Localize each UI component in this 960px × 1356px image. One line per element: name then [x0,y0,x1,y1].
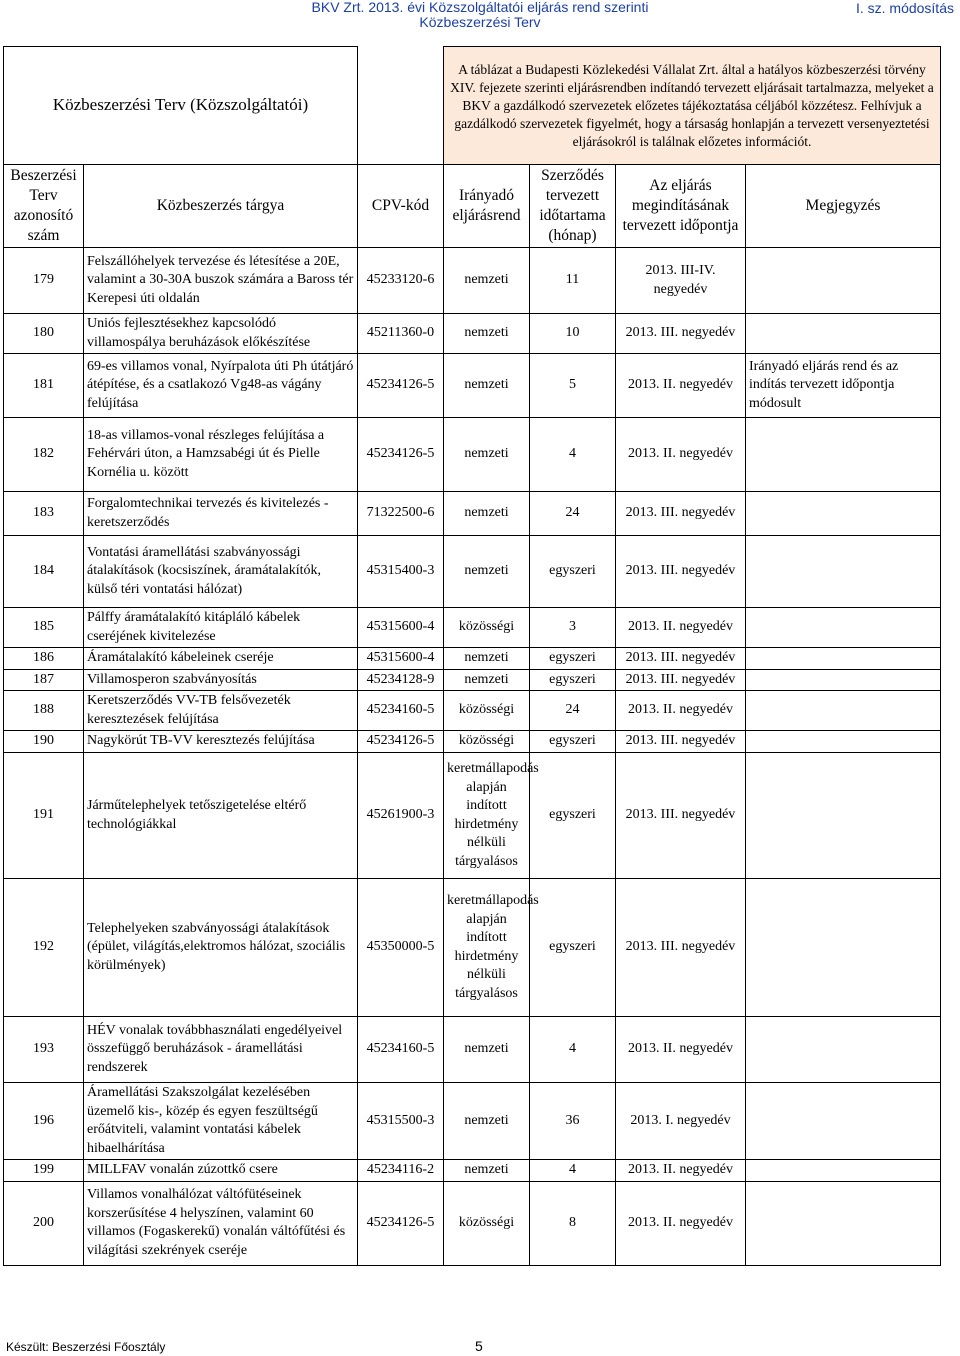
cell-subject: Felszállóhelyek tervezése és létesítése a 20E, valamint a 30-30A buszok számára a Baross tér Kerepesi úti oldalán [84,248,358,314]
cell-cpv: 45315500-3 [358,1083,444,1160]
cell-start: 2013. III-IV. negyedév [616,248,746,314]
cell-subject: Járműtelephelyek tetőszigetelése eltérő technológiákkal [84,753,358,879]
cell-id: 196 [4,1083,84,1160]
table-row [4,691,941,731]
cell-remark [746,691,941,731]
cell-cpv: 45234128-9 [358,669,444,691]
cell-procedure: nemzeti [444,1017,530,1083]
cell-remark [746,314,941,354]
cell-remark [746,669,941,691]
cell-remark [746,536,941,608]
table-row [4,879,941,1017]
cell-cpv: 45315600-4 [358,648,444,670]
cell-remark [746,1017,941,1083]
cell-procedure: nemzeti [444,1083,530,1160]
cell-procedure: keretmállapodás alapján indított hirdetmény nélküli tárgyalásos [444,879,530,1017]
table-row [4,536,941,608]
table-row [4,669,941,691]
cell-start: 2013. III. negyedév [616,669,746,691]
page-number: 5 [475,1338,483,1354]
cell-cpv: 45261900-3 [358,753,444,879]
table-row [4,1017,941,1083]
column-header-row [4,165,941,248]
plan-title: Közbeszerzési Terv (Közszolgáltatói) [4,47,358,165]
table-row [4,608,941,648]
cell-subject: Villamos vonalhálózat váltófütéseinek korszerűsítése 4 helyszínen, valamint 60 villamos (Fogaskerekű) vonalán váltófűtési és világítási szekrények cseréje [84,1181,358,1265]
col-header-duration: Szerződés tervezett időtartama (hónap) [530,165,616,248]
table-row [4,314,941,354]
cell-cpv: 45234160-5 [358,691,444,731]
cell-duration: egyszeri [530,536,616,608]
table-row [4,648,941,670]
cell-remark: Irányadó eljárás rend és az indítás tervezett időpontja módosult [746,354,941,418]
cell-remark [746,418,941,492]
cell-duration: 4 [530,418,616,492]
cell-id: 185 [4,608,84,648]
cell-duration: 36 [530,1083,616,1160]
cell-procedure: nemzeti [444,492,530,536]
cell-id: 193 [4,1017,84,1083]
cell-start: 2013. II. negyedév [616,608,746,648]
table-row [4,753,941,879]
title-row [4,47,941,165]
cell-cpv: 45234126-5 [358,418,444,492]
cell-remark [746,648,941,670]
cell-procedure: közösségi [444,1181,530,1265]
cell-cpv: 45211360-0 [358,314,444,354]
cell-subject: Áramellátási Szakszolgálat kezelésében üzemelő kis-, közép és egyen feszültségű erőátviteli, valamint vontatási kábelek hibaelhárítása [84,1083,358,1160]
cell-start: 2013. II. negyedév [616,354,746,418]
table-row [4,418,941,492]
modification-label: I. sz. módosítás [855,0,954,16]
table-row [4,492,941,536]
cell-duration: egyszeri [530,669,616,691]
cell-procedure: közösségi [444,731,530,753]
cell-subject: Pálffy áramátalakító kitápláló kábelek cseréjének kivitelezése [84,608,358,648]
cell-id: 187 [4,669,84,691]
table-row [4,354,941,418]
cell-remark [746,753,941,879]
col-header-subject: Közbeszerzés tárgya [84,165,358,248]
cell-id: 190 [4,731,84,753]
cell-id: 188 [4,691,84,731]
table-row [4,1181,941,1265]
cell-id: 186 [4,648,84,670]
table-row [4,731,941,753]
cell-cpv: 45350000-5 [358,879,444,1017]
cell-procedure: nemzeti [444,1160,530,1182]
cell-start: 2013. I. negyedév [616,1083,746,1160]
cell-subject: Telephelyeken szabványossági átalakítások (épület, világítás,elektromos hálózat, szociális körülmények) [84,879,358,1017]
cell-duration: 4 [530,1160,616,1182]
cell-id: 183 [4,492,84,536]
cell-procedure: nemzeti [444,418,530,492]
col-header-remark: Megjegyzés [746,165,941,248]
cell-start: 2013. II. negyedév [616,1160,746,1182]
cell-procedure: keretmállapodás alapján indított hirdetmény nélküli tárgyalásos [444,753,530,879]
cell-procedure: nemzeti [444,536,530,608]
cell-duration: 24 [530,691,616,731]
cell-remark [746,1181,941,1265]
cell-start: 2013. III. negyedév [616,879,746,1017]
cell-cpv: 45315400-3 [358,536,444,608]
cell-remark [746,248,941,314]
cell-remark [746,879,941,1017]
cell-duration: 11 [530,248,616,314]
cell-id: 199 [4,1160,84,1182]
cell-procedure: nemzeti [444,248,530,314]
cell-subject: Áramátalakító kábeleinek cseréje [84,648,358,670]
cell-duration: egyszeri [530,879,616,1017]
cell-subject: HÉV vonalak továbbhasználati engedélyeivel összefüggő beruházások - áramellátási rendszerek [84,1017,358,1083]
cell-remark [746,731,941,753]
cell-start: 2013. III. negyedév [616,731,746,753]
cell-cpv: 45234116-2 [358,1160,444,1182]
cell-duration: 24 [530,492,616,536]
cell-subject: 69-es villamos vonal, Nyírpalota úti Ph útátjáró átépítése, és a csatlakozó Vg48-as vágány felújítása [84,354,358,418]
cell-cpv: 45234126-5 [358,1181,444,1265]
cell-subject: Uniós fejlesztésekhez kapcsolódó villamospálya beruházások előkészítése [84,314,358,354]
cell-id: 184 [4,536,84,608]
cell-start: 2013. III. negyedév [616,536,746,608]
cell-id: 191 [4,753,84,879]
cell-duration: 10 [530,314,616,354]
cell-cpv: 45233120-6 [358,248,444,314]
cell-cpv: 45234126-5 [358,731,444,753]
cell-id: 192 [4,879,84,1017]
cell-cpv: 45234160-5 [358,1017,444,1083]
col-header-start: Az eljárás megindításának tervezett időpontja [616,165,746,248]
col-header-cpv: CPV-kód [358,165,444,248]
title-line-2: Közbeszerzési Terv [419,14,541,30]
cell-duration: egyszeri [530,731,616,753]
cell-cpv: 45234126-5 [358,354,444,418]
cell-remark [746,1083,941,1160]
cell-start: 2013. II. negyedév [616,1181,746,1265]
cell-cpv: 45315600-4 [358,608,444,648]
cell-start: 2013. III. negyedév [616,314,746,354]
cell-remark [746,1160,941,1182]
cell-duration: 5 [530,354,616,418]
cell-procedure: nemzeti [444,314,530,354]
cell-duration: egyszeri [530,648,616,670]
cell-duration: 4 [530,1017,616,1083]
cell-duration: 3 [530,608,616,648]
cell-subject: Keretszerződés VV-TB felsővezeték keresztezések felújítása [84,691,358,731]
cell-procedure: nemzeti [444,648,530,670]
note-box: A táblázat a Budapesti Közlekedési Vállalat Zrt. által a hatályos közbeszerzési törvény XIV. fejezete szerinti eljárásrendben indítandó tervezett eljárásait tartalmazza, melyeket a BKV a gazdálkodó szervezetek előzetes tájékoztatása céljából közzétesz. Felhívjuk a gazdálkodó szervezetek figyelmét, hogy a társaság honlapján a tervezett versenyeztetési eljárásokról is találnak előzetes információt. [444,47,941,165]
cell-start: 2013. II. negyedév [616,1017,746,1083]
cell-start: 2013. III. negyedév [616,648,746,670]
cell-duration: egyszeri [530,753,616,879]
cell-remark [746,608,941,648]
cell-id: 180 [4,314,84,354]
cell-id: 179 [4,248,84,314]
cell-start: 2013. II. negyedév [616,691,746,731]
cell-procedure: nemzeti [444,354,530,418]
page-header [0,0,960,30]
cell-subject: Vontatási áramellátási szabványossági átalakítások (kocsiszínek, áramátalakítók, külső téri vontatási hálózat) [84,536,358,608]
table-row [4,248,941,314]
cell-id: 182 [4,418,84,492]
cell-start: 2013. III. negyedév [616,492,746,536]
title-line-1: BKV Zrt. 2013. évi Közszolgáltatói eljárás rend szerinti [311,0,649,15]
cell-subject: MILLFAV vonalán zúzottkő csere [84,1160,358,1182]
cell-procedure: nemzeti [444,669,530,691]
cell-start: 2013. II. negyedév [616,418,746,492]
footer-prepared-by: Készült: Beszerzési Főosztály [6,1340,166,1354]
cell-id: 200 [4,1181,84,1265]
cell-subject: Nagykörút TB-VV keresztezés felújítása [84,731,358,753]
cell-id: 181 [4,354,84,418]
cell-start: 2013. III. negyedév [616,753,746,879]
document-title [220,0,740,30]
cell-procedure: közösségi [444,608,530,648]
cell-subject: Forgalomtechnikai tervezés és kivitelezés - keretszerződés [84,492,358,536]
cell-duration: 8 [530,1181,616,1265]
cell-procedure: közösségi [444,691,530,731]
table-row [4,1160,941,1182]
cell-remark [746,492,941,536]
cell-cpv: 71322500-6 [358,492,444,536]
col-header-procedure: Irányadó eljárásrend [444,165,530,248]
table-row [4,1083,941,1160]
procurement-table [3,46,941,1266]
cell-subject: 18-as villamos-vonal részleges felújítása a Fehérvári úton, a Hamzsabégi út és Pielle Kornélia u. között [84,418,358,492]
col-header-id: Beszerzési Terv azonosító szám [4,165,84,248]
cell-subject: Villamosperon szabványosítás [84,669,358,691]
